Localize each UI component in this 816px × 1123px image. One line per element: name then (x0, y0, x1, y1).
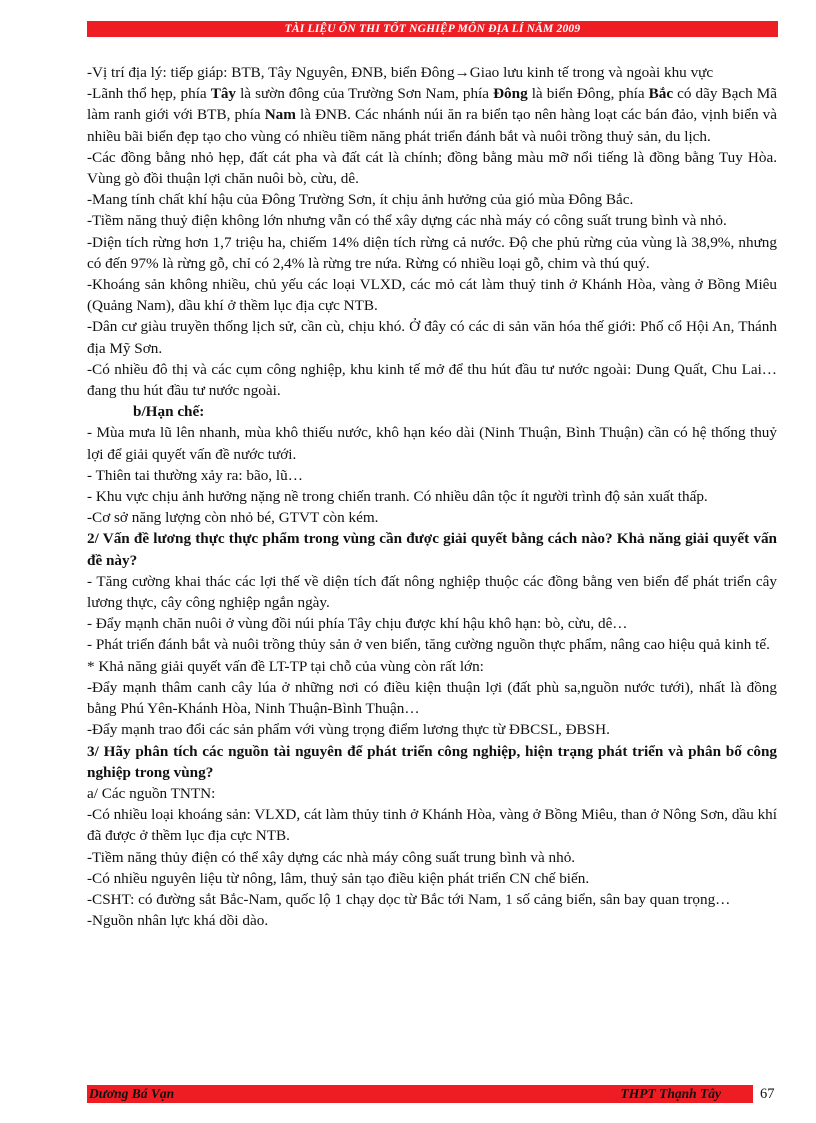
paragraph: -Mang tính chất khí hậu của Đông Trường Sơn, ít chịu ảnh hưởng của gió mùa Đông Bắc. (87, 191, 634, 209)
paragraph: - Khu vực chịu ảnh hưởng nặng nề trong chiến tranh. Có nhiều dân tộc ít người trình độ sản xuất thấp. (87, 488, 708, 506)
page-footer (87, 1085, 753, 1103)
document-body (87, 62, 777, 931)
page-number: 67 (760, 1086, 775, 1102)
paragraph: - Thiên tai thường xảy ra: bão, lũ… (87, 466, 303, 484)
paragraph: -Diện tích rừng hơn 1,7 triệu ha, chiếm 14% diện tích rừng cả nước. Độ che phủ rừng của vùng là 38,9%, nhưng có đến 97% là rừng gỗ, chỉ có 2,4% là rừng tre nứa. Rừng có nhiều loại gỗ, chim và thú quý. (87, 233, 777, 272)
paragraph: -Lãnh thổ hẹp, phía Tây là sườn đông của Trường Sơn Nam, phía Đông là biển Đông, phía Bắc có dãy Bạch Mã làm ranh giới với BTB, phía Nam là ĐNB. Các nhánh núi ăn ra biển tạo nên hàng loạt các bán đảo, vịnh biển và nhiều bãi biển đẹp tạo cho vùng có nhiều tiềm năng phát triển đánh bắt và nuôi trồng thuỷ sản, du lịch. (87, 85, 778, 145)
paragraph: - Mùa mưa lũ lên nhanh, mùa khô thiếu nước, khô hạn kéo dài (Ninh Thuận, Bình Thuận) cần có hệ thống thuỷ lợi để giải quyết vấn đề nước tưới. (87, 424, 777, 463)
question-2: 2/ Vấn đề lương thực thực phẩm trong vùng cần được giải quyết bằng cách nào? Khả năng giải quyết vấn đề này? (87, 530, 777, 569)
paragraph: - Đẩy mạnh chăn nuôi ở vùng đồi núi phía Tây chịu được khí hậu khô hạn: bò, cừu, dê… (87, 615, 628, 633)
paragraph: * Khả năng giải quyết vấn đề LT-TP tại chỗ của vùng còn rất lớn: (87, 657, 484, 675)
paragraph: -Dân cư giàu truyền thống lịch sử, cần cù, chịu khó. Ở đây có các di sản văn hóa thế giới: Phố cổ Hội An, Thánh địa Mỹ Sơn. (87, 318, 777, 357)
paragraph: -Các đồng bằng nhỏ hẹp, đất cát pha và đất cát là chính; đồng bằng màu mỡ nổi tiếng là đồng bằng Tuy Hòa. Vùng gò đồi thuận lợi chăn nuôi bò, cừu, dê. (87, 148, 777, 188)
paragraph: -Khoáng sản không nhiều, chủ yếu các loại VLXD, các mỏ cát làm thuỷ tinh ở Khánh Hòa, vàng ở Bồng Miêu (Quảng Nam), dầu khí ở thềm lục địa cực NTB. (87, 276, 777, 315)
paragraph: -Tiềm năng thủy điện có thể xây dựng các nhà máy công suất trung bình và nhỏ. (87, 848, 576, 866)
paragraph: -Có nhiều nguyên liệu từ nông, lâm, thuỷ sản tạo điều kiện phát triển CN chế biến. (87, 869, 590, 887)
header-title: TÀI LIỆU ÔN THI TỐT NGHIỆP MÔN ĐỊA LÍ NĂM 2009 (284, 23, 581, 35)
paragraph: - Tăng cường khai thác các lợi thế về diện tích đất nông nghiệp thuộc các đồng bằng ven biển để phát triển cây lương thực, cây công nghiệp ngắn ngày. (87, 572, 777, 612)
paragraph: -Nguồn nhân lực khá dồi dào. (87, 912, 269, 930)
paragraph: -CSHT: có đường sắt Bắc-Nam, quốc lộ 1 chạy dọc từ Bắc tới Nam, 1 số cảng biển, sân bay quan trọng… (87, 890, 731, 908)
section-heading-limits: b/Hạn chế: (133, 403, 205, 421)
question-3: 3/ Hãy phân tích các nguồn tài nguyên để phát triển công nghiệp, hiện trạng phát triển và phân bố công nghiệp trong vùng? (87, 742, 777, 781)
paragraph: -Có nhiều đô thị và các cụm công nghiệp, khu kinh tế mở để thu hút đầu tư nước ngoài: Dung Quất, Chu Lai…đang thu hút đầu tư nước ngoài. (87, 360, 777, 400)
paragraph: -Có nhiều loại khoáng sản: VLXD, cát làm thủy tinh ở Khánh Hòa, vàng ở Bồng Miêu, than ở Nông Sơn, dầu khí đã được ở thềm lục địa cực NTB. (87, 806, 777, 845)
paragraph: -Vị trí địa lý: tiếp giáp: BTB, Tây Nguyên, ĐNB, biển Đông→Giao lưu kinh tế trong và ngoài khu vực (87, 64, 714, 81)
paragraph: -Cơ sở năng lượng còn nhỏ bé, GTVT còn kém. (87, 509, 379, 527)
footer-author: Dương Bá Vạn (89, 1086, 175, 1101)
paragraph: -Đẩy mạnh thâm canh cây lúa ở những nơi có điều kiện thuận lợi (đất phù sa,nguồn nước tưới), nhất là đồng bằng Phú Yên-Khánh Hòa, Ninh Thuận-Bình Thuận… (87, 678, 777, 718)
arrow-right-icon: → (454, 64, 470, 81)
paragraph: -Đẩy mạnh trao đổi các sản phẩm với vùng trọng điểm lương thực từ ĐBCSL, ĐBSH. (87, 721, 610, 739)
paragraph: - Phát triển đánh bắt và nuôi trồng thủy sản ở ven biển, tăng cường nguồn thực phẩm, nâng cao hiệu quả kinh tế. (87, 636, 770, 654)
subheading: a/ Các nguồn TNTN: (87, 784, 216, 802)
page-header (87, 21, 778, 37)
footer-school: THPT Thạnh Tây (620, 1086, 721, 1101)
paragraph: -Tiềm năng thuỷ điện không lớn nhưng vẫn có thể xây dựng các nhà máy có công suất trung bình và nhỏ. (87, 212, 727, 230)
